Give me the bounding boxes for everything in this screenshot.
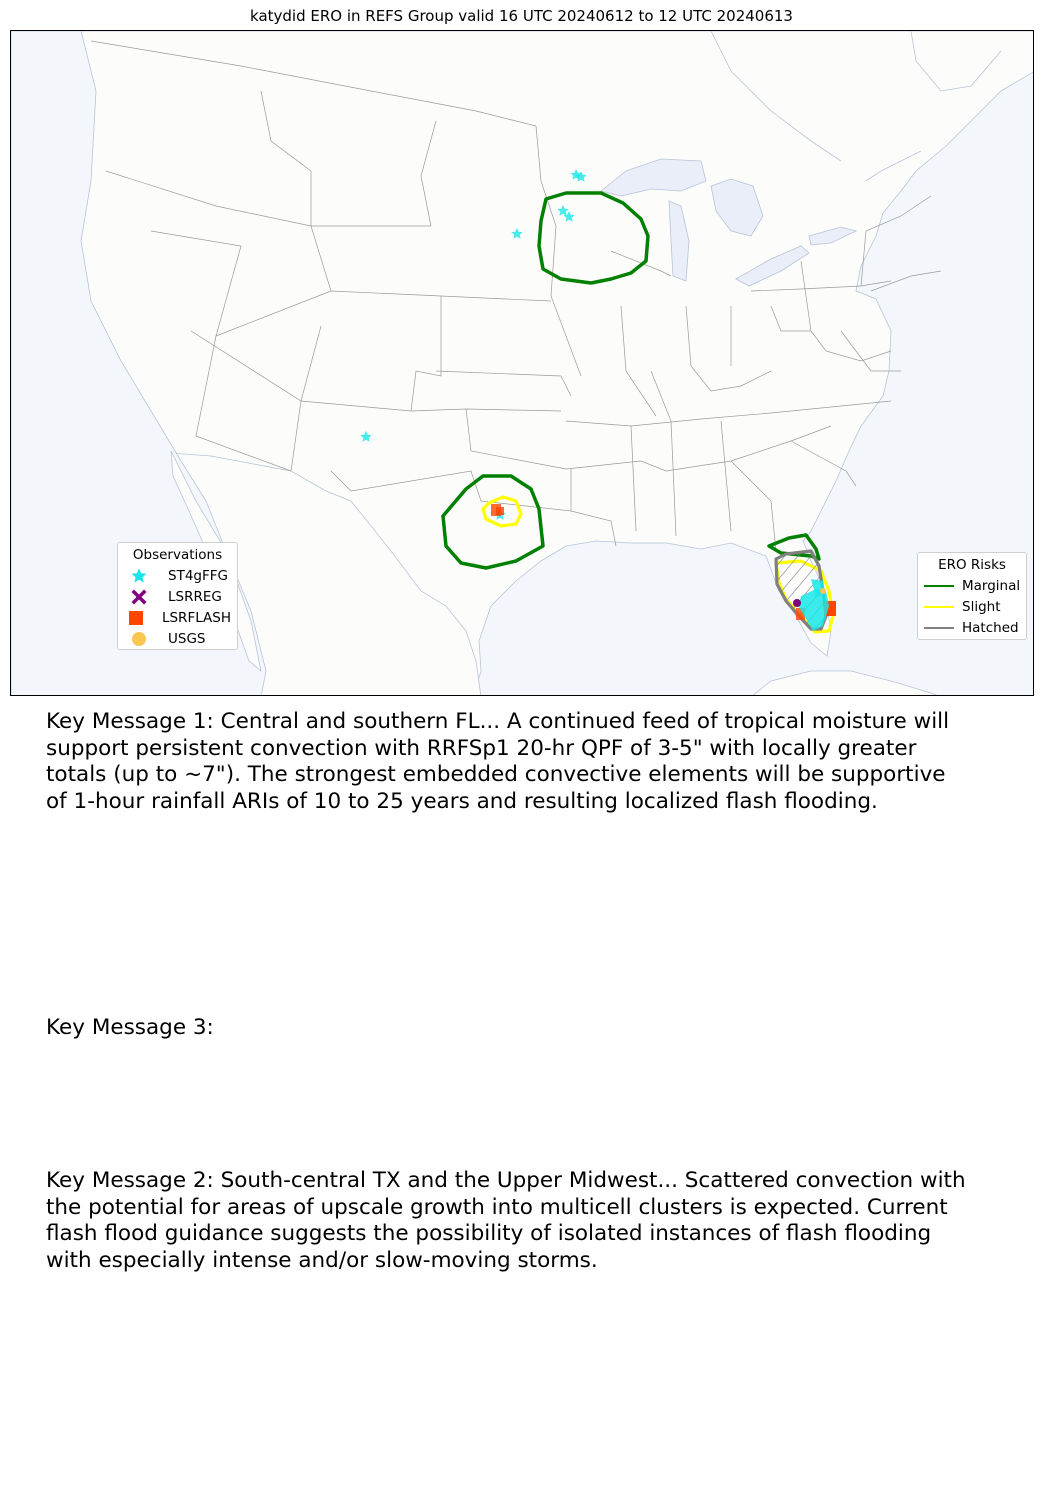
slight-line-icon [922,606,956,608]
cuba [751,671,941,696]
ero-legend-title: ERO Risks [938,557,1006,573]
legend-item-st4gffg [124,565,231,586]
hatched-line-icon [922,627,956,629]
legend-label-st4gffg: ST4gFFG [168,567,228,584]
usgs-marker [820,588,826,594]
key-message-2: Key Message 2: South-central TX and the Upper Midwest... Scattered convection with the potential for areas of upscale growth into multicell clusters is expected. Current flash flood guidance suggests the possibility of isolated instances of flash flooding with especially intense and/or slow-moving storms. [46,1168,966,1274]
key-message-3: Key Message 3: [46,1015,214,1040]
observations-legend [117,542,238,650]
circle-icon [124,631,154,647]
x-mark-icon [124,589,154,605]
marginal-line-icon [922,585,956,587]
legend-label-hatched: Hatched [962,619,1019,636]
star-icon [124,568,154,584]
key-message-1: Key Message 1: Central and southern FL... A continued feed of tropical moisture will support persistent convection with RRFSp1 20-hr QPF of 3-5" with locally greater totals (up to ~7"). The strongest embedded convective elements will be supportive of 1-hour rainfall ARIs of 10 to 25 years and resulting localized flash flooding. [46,709,950,815]
lsrreg-marker [793,599,801,607]
map-title: katydid ERO in REFS Group valid 16 UTC 20240612 to 12 UTC 20240613 [250,7,793,25]
legend-label-slight: Slight [962,598,1001,615]
lsrflash-marker [496,507,504,515]
legend-item-marginal [922,575,1022,596]
legend-item-lsrflash [124,607,231,628]
square-icon [124,610,148,626]
legend-item-usgs [124,628,231,649]
legend-label-lsrflash: LSRFLASH [161,609,231,626]
observations-legend-title: Observations [132,547,223,563]
legend-item-slight [922,596,1022,617]
legend-item-lsrreg [124,586,231,607]
ero-risks-legend [917,552,1027,640]
legend-label-usgs: USGS [168,630,206,647]
legend-item-hatched [922,617,1022,638]
legend-label-marginal: Marginal [962,577,1021,594]
legend-label-lsrreg: LSRREG [168,588,222,605]
